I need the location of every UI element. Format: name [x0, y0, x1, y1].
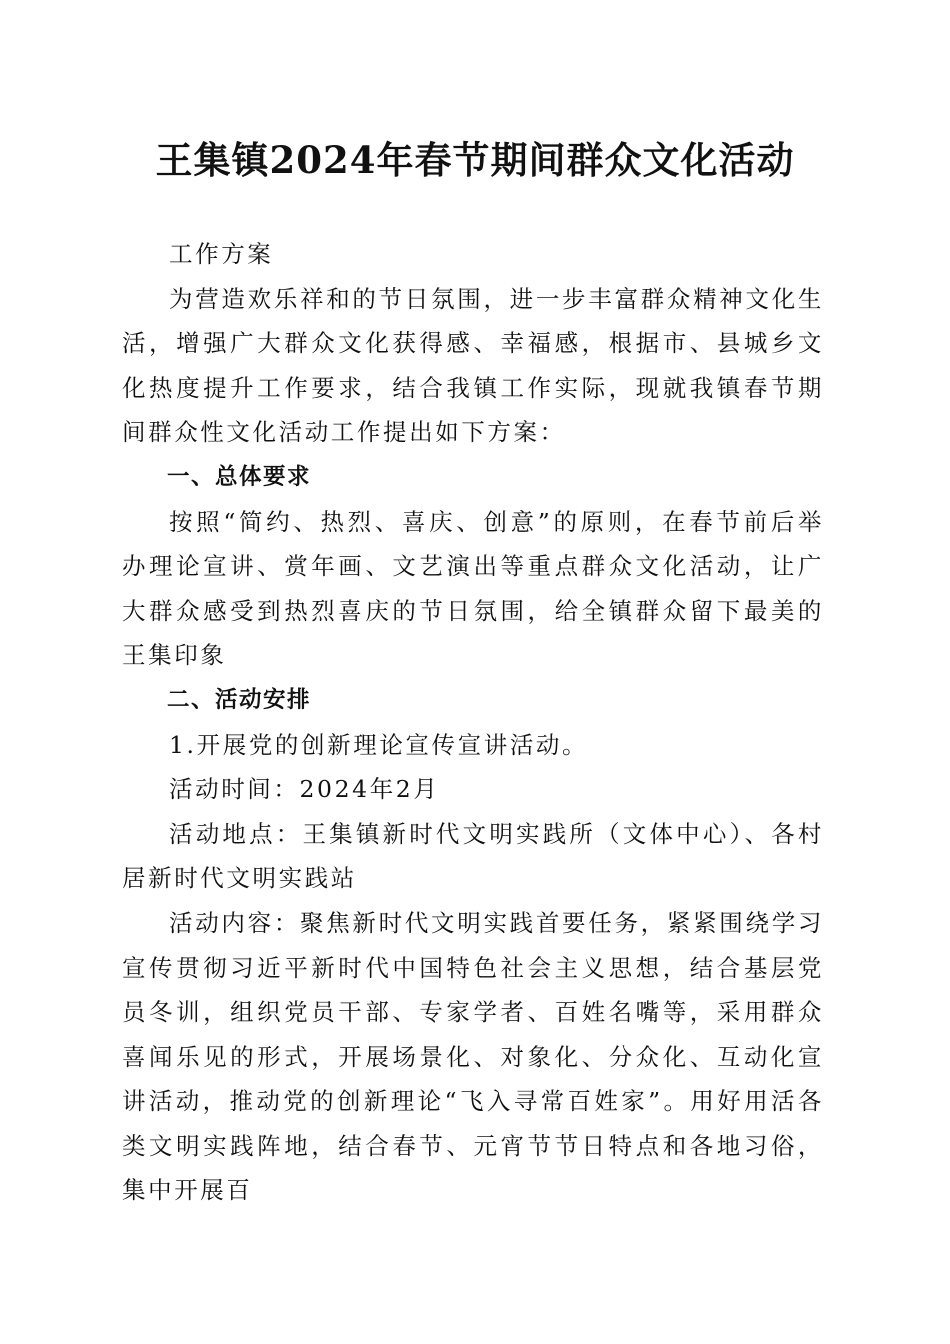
- document-subtitle: 工作方案: [169, 240, 274, 268]
- item-1-title: 1.开展党的创新理论宣传宣讲活动。: [169, 730, 589, 759]
- item-1-place: 活动地点：王集镇新时代文明实践所（文体中心）、各村居新时代文明实践站: [122, 819, 824, 893]
- item-1-content: 活动内容：聚焦新时代文明实践首要任务，紧紧围绕学习宣传贯彻习近平新时代中国特色社会主义思想，结合基层党员冬训，组织党员干部、专家学者、百姓名嘴等，采用群众喜闻乐见的形式，开展场景化、对象化、分众化、互动化宣讲活动，推动党的创新理论“飞入寻常百姓家”。用好用活各类文明实践阵地，结合春节、元宵节节日特点和各地习俗，集中开展百: [122, 908, 824, 1205]
- intro-paragraph: 为营造欢乐祥和的节日氛围，进一步丰富群众精神文化生活，增强广大群众文化获得感、幸福感，根据市、县城乡文化热度提升工作要求，结合我镇工作实际，现就我镇春节期间群众性文化活动工作提出如下方案：: [122, 284, 824, 447]
- item-1-time: 活动时间：2024年2月: [169, 775, 440, 804]
- section-1-paragraph: 按照“简约、热烈、喜庆、创意”的原则，在春节前后举办理论宣讲、赏年画、文艺演出等重点群众文化活动，让广大群众感受到热烈喜庆的节日氛围，给全镇群众留下最美的王集印象: [122, 507, 824, 670]
- document-body: [122, 232, 824, 1213]
- document-title: 王集镇2024年春节期间群众文化活动: [155, 138, 795, 182]
- section-2-heading: 二、活动安排: [167, 686, 312, 713]
- section-1-heading: 一、总体要求: [167, 463, 312, 490]
